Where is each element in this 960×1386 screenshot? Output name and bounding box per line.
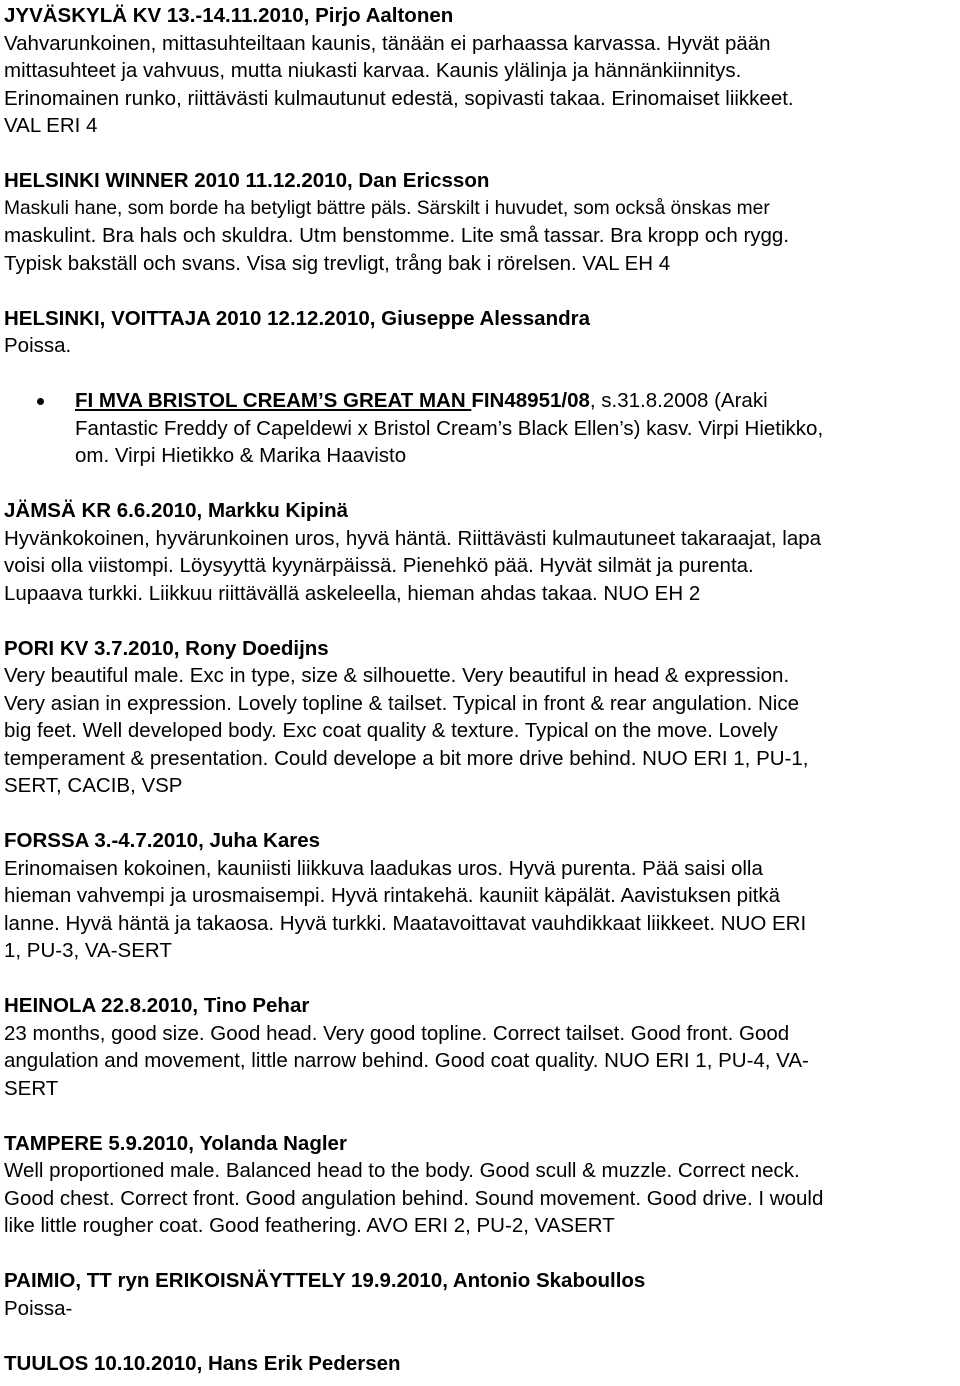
dog-birthdate: , s.31.8.2008 (Araki xyxy=(589,389,768,412)
spacer xyxy=(4,607,958,635)
critique-line: 1, PU-3, VA-SERT xyxy=(4,939,172,962)
critique-line: angulation and movement, little narrow behind. Good coat quality. NUO ERI 1, PU-4, VA- xyxy=(4,1049,809,1072)
critique-line: Poissa- xyxy=(4,1296,73,1320)
critique-line: Erinomainen runko, riittävästi kulmautunut edestä, sopivasti takaa. Erinomaiset liikkeet. xyxy=(4,86,794,110)
critique-line: SERT xyxy=(4,1076,59,1100)
critique-line: Erinomaisen kokoinen, kauniisti liikkuva laadukas uros. Hyvä purenta. Pää saisi olla xyxy=(4,856,763,880)
show-result-section xyxy=(4,827,958,965)
critique-line: Well proportioned male. Balanced head to the body. Good scull & muzzle. Correct neck. xyxy=(4,1159,800,1182)
critique-line: voisi olla viistompi. Löysyyttä kyynärpäissä. Pienehkö pää. Hyvät silmät ja purenta. xyxy=(4,554,754,577)
document-page xyxy=(4,2,958,1377)
dog-registration: FIN48951/08 xyxy=(471,389,590,412)
critique-line: like little rougher coat. Good feathering. AVO ERI 2, PU-2, VASERT xyxy=(4,1214,615,1237)
show-result-section xyxy=(4,1350,958,1378)
spacer xyxy=(4,1322,958,1350)
spacer xyxy=(4,277,958,305)
spacer xyxy=(4,1240,958,1268)
critique-line: SERT, CACIB, VSP xyxy=(4,774,183,797)
dog-pedigree-line: Fantastic Freddy of Capeldewi x Bristol Cream’s Black Ellen’s) kasv. Virpi Hietikko, xyxy=(75,416,824,440)
critique-line: mittasuhteet ja vahvuus, mutta niukasti karvaa. Kaunis ylälinja ja hännänkiinnitys. xyxy=(4,59,742,82)
show-result-section xyxy=(4,1267,958,1322)
critique-line: Poissa. xyxy=(4,334,72,357)
spacer xyxy=(4,1102,958,1130)
spacer xyxy=(4,360,958,388)
spacer xyxy=(4,140,958,168)
dog-owner-line: om. Virpi Hietikko & Marika Haavisto xyxy=(75,444,407,467)
spacer xyxy=(4,800,958,828)
critique-line: Typisk bakställ och svans. Visa sig trevligt, trång bak i rörelsen. VAL EH 4 xyxy=(4,251,671,275)
critique-line: Vahvarunkoinen, mittasuhteiltaan kaunis, tänään ei parhaassa karvassa. Hyvät pään xyxy=(4,31,771,55)
show-result-section xyxy=(4,1130,958,1240)
critique-line: 23 months, good size. Good head. Very good topline. Correct tailset. Good front. Good xyxy=(4,1021,790,1045)
show-heading: PORI KV 3.7.2010, Rony Doedijns xyxy=(4,636,329,660)
spacer xyxy=(4,470,958,498)
show-heading: HELSINKI WINNER 2010 11.12.2010, Dan Ericsson xyxy=(4,169,490,192)
show-result-section xyxy=(4,992,958,1102)
show-heading: JÄMSÄ KR 6.6.2010, Markku Kipinä xyxy=(4,499,349,522)
dog-entry xyxy=(4,387,958,470)
bullet-icon xyxy=(37,398,44,405)
show-heading: PAIMIO, TT ryn ERIKOISNÄYTTELY 19.9.2010, Antonio Skaboullos xyxy=(4,1269,646,1292)
show-heading: TUULOS 10.10.2010, Hans Erik Pedersen xyxy=(4,1351,401,1375)
critique-line: Hyvänkokoinen, hyvärunkoinen uros, hyvä häntä. Riittävästi kulmautuneet takaraajat, lapa xyxy=(4,526,822,550)
show-result-section xyxy=(4,167,958,277)
spacer xyxy=(4,965,958,993)
show-heading: HELSINKI, VOITTAJA 2010 12.12.2010, Giuseppe Alessandra xyxy=(4,306,591,330)
critique-line: lanne. Hyvä häntä ja takaosa. Hyvä turkki. Maatavoittavat vauhdikkaat liikkeet. NUO ERI xyxy=(4,911,807,935)
show-result-section xyxy=(4,305,958,360)
critique-line: big feet. Well developed body. Exc coat quality & texture. Typical on the move. Lovely xyxy=(4,719,778,742)
show-heading: TAMPERE 5.9.2010, Yolanda Nagler xyxy=(4,1131,347,1155)
show-heading: FORSSA 3.-4.7.2010, Juha Kares xyxy=(4,829,320,852)
show-heading: JYVÄSKYLÄ KV 13.-14.11.2010, Pirjo Aaltonen xyxy=(4,4,454,27)
show-heading: HEINOLA 22.8.2010, Tino Pehar xyxy=(4,994,310,1017)
show-result-section xyxy=(4,497,958,607)
dog-entry-line xyxy=(75,387,958,415)
critique-line: VAL ERI 4 xyxy=(4,114,98,137)
critique-line: maskulint. Bra hals och skuldra. Utm benstomme. Lite små tassar. Bra kropp och rygg. xyxy=(4,224,790,247)
critique-line: Lupaava turkki. Liikkuu riittävällä askeleella, hieman ahdas takaa. NUO EH 2 xyxy=(4,581,701,605)
critique-line: temperament & presentation. Could develope a bit more drive behind. NUO ERI 1, PU-1, xyxy=(4,746,809,770)
show-result-section xyxy=(4,635,958,800)
critique-line: Very asian in expression. Lovely topline & tailset. Typical in front & rear angulation. Nice xyxy=(4,691,799,715)
critique-line: Maskuli hane, som borde ha betyligt bättre päls. Särskilt i huvudet, som också önskas mer xyxy=(4,197,770,219)
show-result-section xyxy=(4,2,958,140)
dog-name: FI MVA BRISTOL CREAM’S GREAT MAN xyxy=(75,389,472,412)
critique-line: Good chest. Correct front. Good angulation behind. Sound movement. Good drive. I would xyxy=(4,1186,824,1210)
critique-line: Very beautiful male. Exc in type, size & silhouette. Very beautiful in head & expression. xyxy=(4,664,790,687)
critique-line: hieman vahvempi ja urosmaisempi. Hyvä rintakehä. kauniit käpälät. Aavistuksen pitkä xyxy=(4,884,780,907)
